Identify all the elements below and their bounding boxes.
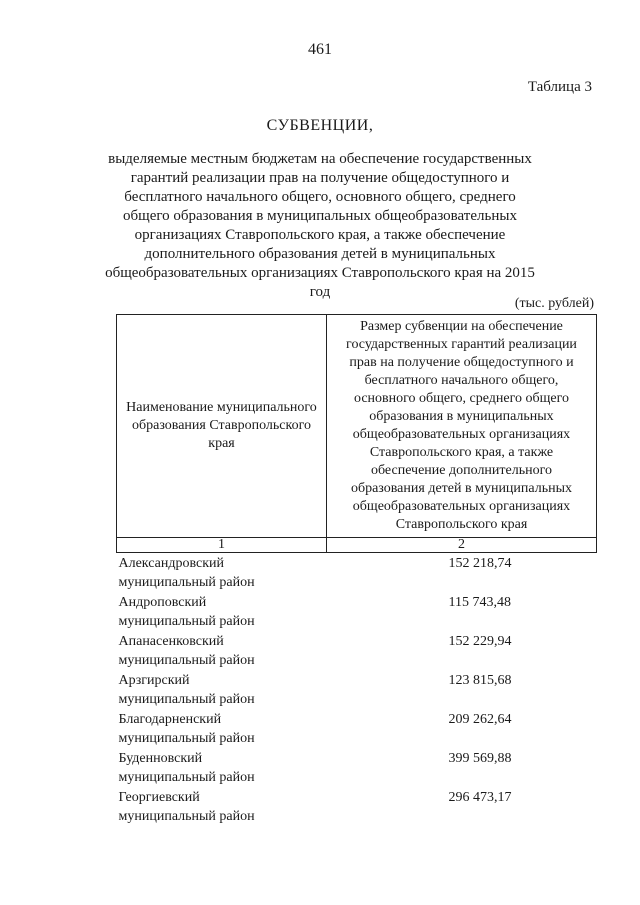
table-column-numbers-row [117, 538, 597, 553]
subvention-value: 115 743,48 [448, 595, 511, 610]
table-row [117, 553, 597, 593]
column-number-2: 2 [327, 538, 597, 553]
page-number: 461 [308, 41, 332, 58]
municipality-name-line1: Буденновский [118, 751, 203, 766]
table-row [117, 709, 597, 748]
table-row [117, 631, 597, 670]
table-row [117, 592, 597, 631]
municipality-name [117, 553, 327, 593]
column-number-1: 1 [117, 538, 327, 553]
subvention-value: 152 218,74 [448, 556, 512, 571]
municipality-name [117, 631, 327, 670]
subvention-value: 209 262,64 [448, 712, 512, 727]
municipality-name [117, 709, 327, 748]
subvention-value: 399 569,88 [448, 751, 512, 766]
document-title: СУБВЕНЦИИ, [266, 117, 374, 134]
subvention-value: 296 473,17 [448, 790, 512, 805]
subvention-table [116, 314, 597, 826]
units-label: (тыс. рублей) [514, 296, 594, 311]
municipality-name-line1: Александровский [118, 556, 225, 571]
municipality-name-line2: муниципальный район [118, 692, 255, 707]
table-row [117, 787, 597, 826]
municipality-name-line1: Арзгирский [118, 673, 190, 688]
table-label: Таблица 3 [527, 79, 592, 95]
municipality-name [117, 670, 327, 709]
subvention-value: 123 815,68 [448, 673, 512, 688]
municipality-name-line2: муниципальный район [118, 653, 255, 668]
municipality-name-line2: муниципальный район [118, 614, 255, 629]
header-municipality-name: Наименование муниципального образования Ставропольского края [117, 315, 327, 538]
municipality-name-line2: муниципальный район [118, 809, 255, 824]
municipality-name-line2: муниципальный район [118, 770, 255, 785]
municipality-name [117, 748, 327, 787]
municipality-name-line2: муниципальный район [118, 575, 255, 590]
municipality-name-line1: Благодарненский [118, 712, 222, 727]
table-body [117, 553, 597, 827]
subvention-value: 152 229,94 [448, 634, 512, 649]
municipality-name [117, 787, 327, 826]
municipality-name-line1: Апанасенковский [118, 634, 224, 649]
table-row [117, 670, 597, 709]
municipality-name-line1: Георгиевский [118, 790, 200, 805]
municipality-name-line2: муниципальный район [118, 731, 255, 746]
header-subvention-amount: Размер субвенции на обеспечение государственных гарантий реализации прав на получение общедоступного и бесплатного начального общего, основного общего, среднего общего образования в муниципальных общеобразовательных организациях Ставропольского края, а также обеспечение дополнительного образования детей в муниципальных общеобразовательных организациях Ставропольского края [327, 315, 597, 538]
municipality-name [117, 592, 327, 631]
document-subtitle: выделяемые местным бюджетам на обеспечение государственных гарантий реализации прав на получение общедоступного и бесплатного начального общего, основного общего, среднего общего образования в муниципальных общеобразовательных организациях Ставропольского края, а также обеспечение дополнительного образования детей в муниципальных общеобразовательных организациях Ставропольского края на 2015 год [105, 151, 535, 300]
table-header-row [117, 315, 597, 538]
table-row [117, 748, 597, 787]
municipality-name-line1: Андроповский [118, 595, 207, 610]
